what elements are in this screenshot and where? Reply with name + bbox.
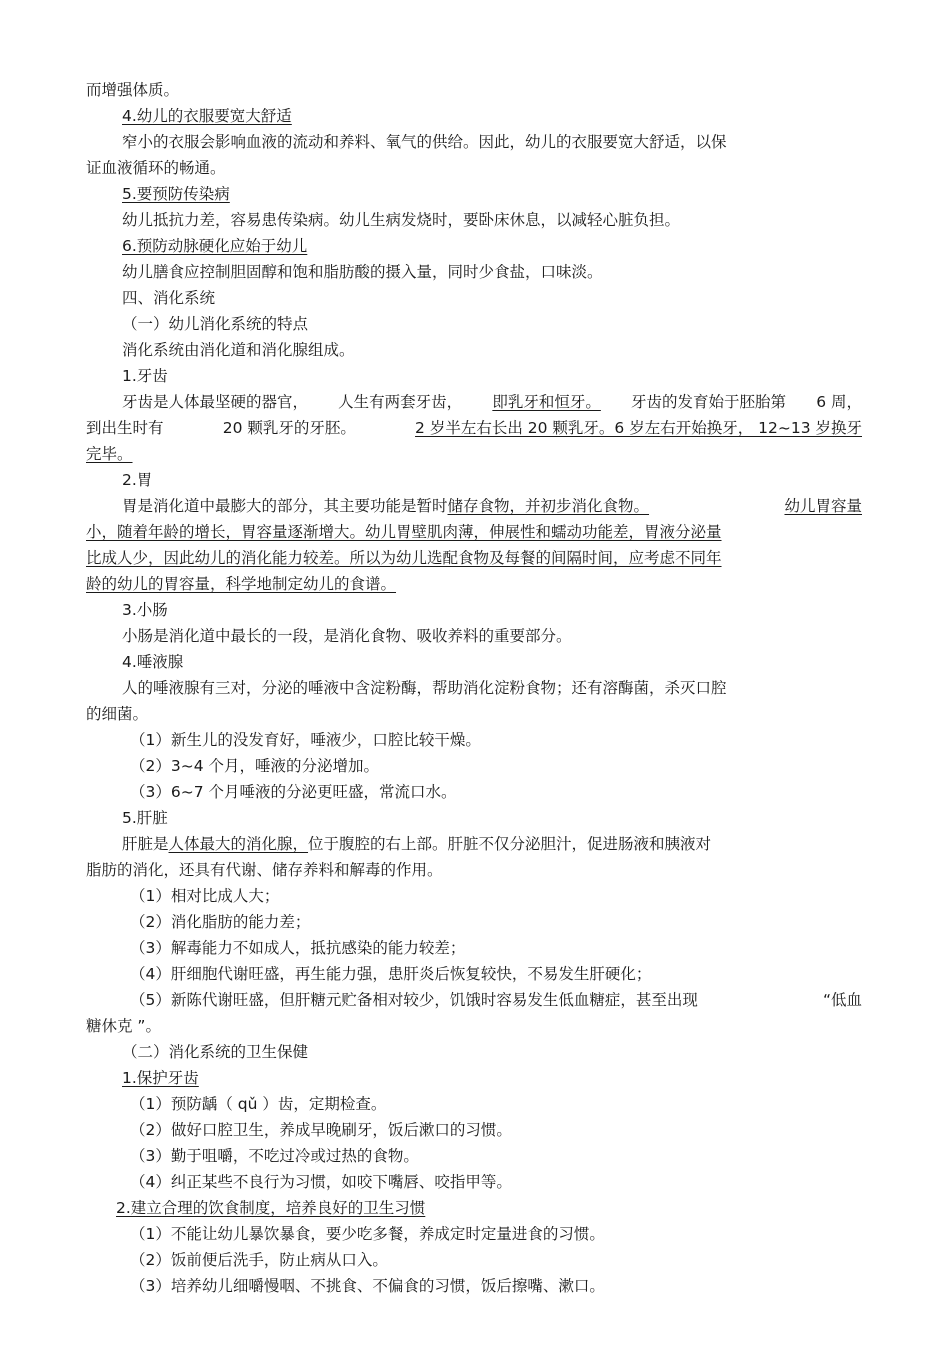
subsection-heading: 5.肝脏 (122, 809, 168, 827)
text-run: 牙齿是人体最坚硬的器官， (122, 393, 309, 411)
text-run: 位于腹腔的右上部。肝脏不仅分泌胆汁，促进肠液和胰液对 (308, 835, 712, 853)
list-item: （1）预防龋（ qǔ ）齿，定期检查。 (130, 1095, 387, 1113)
text-run: （5）新陈代谢旺盛，但肝糖元贮备相对较少，饥饿时容易发生低血糖症，甚至出现 (130, 991, 698, 1009)
subsection-heading: 2.胃 (122, 471, 153, 489)
body-text (122, 496, 862, 516)
text-run: 肝脏是 (122, 835, 169, 853)
subsection-heading: 6.预防动脉硬化应始于幼儿 (122, 237, 308, 255)
text-run-underlined: 2 岁半左右长出 20 颗乳牙。6 岁左右开始换牙， 12~13 岁换牙 (415, 419, 862, 437)
list-item: （1）不能让幼儿暴饮暴食，要少吃多餐，养成定时定量进食的习惯。 (130, 1225, 605, 1243)
subsection-heading: 4.幼儿的衣服要宽大舒适 (122, 107, 292, 125)
subsection-heading: 5.要预防传染病 (122, 185, 230, 203)
body-text: 幼儿膳食应控制胆固醇和饱和脂肪酸的摄入量，同时少食盐，口味淡。 (122, 263, 603, 281)
text-run-underlined: 幼儿胃容量 (784, 497, 862, 515)
text-run: 人生有两套牙齿， (338, 393, 463, 411)
list-item: （1）新生儿的没发育好，唾液少，口腔比较干燥。 (130, 731, 481, 749)
body-text (86, 418, 862, 438)
list-item: （1）相对比成人大； (130, 887, 280, 905)
section-subheading: （二）消化系统的卫生保健 (122, 1043, 309, 1061)
body-text: 人的唾液腺有三对，分泌的唾液中含淀粉酶，帮助消化淀粉食物；还有溶酶菌，杀灭口腔 (122, 679, 727, 697)
text-run: 胃是消化道中最膨大的部分，其主要功能是暂时 (122, 497, 448, 515)
body-text: 幼儿抵抗力差，容易患传染病。幼儿生病发烧时，要卧床休息，以减轻心脏负担。 (122, 211, 681, 229)
list-item: （3）培养幼儿细嚼慢咽、不挑食、不偏食的习惯，饭后擦嘴、漱口。 (130, 1277, 605, 1295)
body-text-underlined: 小，随着年龄的增长，胃容量逐渐增大。幼儿胃壁肌肉薄，伸展性和蠕动功能差，胃液分泌量 (86, 523, 722, 541)
list-item: （4）纠正某些不良行为习惯，如咬下嘴唇、咬指甲等。 (130, 1173, 512, 1191)
body-text: 完毕。 (86, 445, 133, 463)
body-text: 证血液循环的畅通。 (86, 159, 226, 177)
body-text: 脂肪的消化，还具有代谢、储存养料和解毒的作用。 (86, 861, 443, 879)
list-item (130, 990, 862, 1010)
body-text (122, 392, 862, 412)
section-subheading: （一）幼儿消化系统的特点 (122, 315, 309, 333)
body-text: 糖休克 ”。 (86, 1017, 161, 1035)
subsection-heading: 4.唾液腺 (122, 653, 184, 671)
text-run: 牙齿的发育始于胚胎第 (631, 393, 787, 411)
body-text: 窄小的衣服会影响血液的流动和养料、氧气的供给。因此，幼儿的衣服要宽大舒适，以保 (122, 133, 727, 151)
body-text: 的细菌。 (86, 705, 149, 723)
list-item: （3）解毒能力不如成人，抵抗感染的能力较差； (130, 939, 466, 957)
body-text-underlined: 比成人少，因此幼儿的消化能力较差。所以为幼儿选配食物及每餐的间隔时间，应考虑不同年 (86, 549, 722, 567)
list-item: （3）勤于咀嚼，不吃过冷或过热的食物。 (130, 1147, 419, 1165)
subsection-heading: 1.保护牙齿 (122, 1069, 199, 1087)
list-item: （2）饭前便后洗手，防止病从口入。 (130, 1251, 388, 1269)
list-item: （2）3~4 个月，唾液的分泌增加。 (130, 757, 380, 775)
text-run-underlined: 人体最大的消化腺， (168, 835, 309, 853)
text-run: 6 周， (816, 393, 862, 411)
body-text: 而增强体质。 (86, 81, 180, 99)
body-text-underlined: 龄的幼儿的胃容量，科学地制定幼儿的食谱。 (86, 575, 397, 593)
list-item: （2）消化脂肪的能力差； (130, 913, 311, 931)
body-text (122, 834, 711, 854)
body-text: 小肠是消化道中最长的一段，是消化食物、吸收养料的重要部分。 (122, 627, 572, 645)
list-item: （3）6~7 个月唾液的分泌更旺盛，常流口水。 (130, 783, 457, 801)
subsection-heading: 1.牙齿 (122, 367, 168, 385)
text-run: 20 颗乳牙的牙胚。 (222, 419, 356, 437)
list-item: （2）做好口腔卫生，养成早晚刷牙，饭后漱口的习惯。 (130, 1121, 512, 1139)
text-run-underlined: 储存食物，并初步消化食物。 (447, 497, 650, 515)
text-run-underlined: 即乳牙和恒牙。 (492, 393, 601, 411)
section-heading: 四、消化系统 (122, 289, 216, 307)
text-run: 到出生时有 (86, 419, 164, 437)
subsection-heading: 2.建立合理的饮食制度，培养良好的卫生习惯 (116, 1199, 426, 1217)
list-item: （4）肝细胞代谢旺盛，再生能力强，患肝炎后恢复较快，不易发生肝硬化； (130, 965, 652, 983)
text-run: “低血 (822, 991, 862, 1009)
body-text: 消化系统由消化道和消化腺组成。 (122, 341, 355, 359)
subsection-heading: 3.小肠 (122, 601, 168, 619)
